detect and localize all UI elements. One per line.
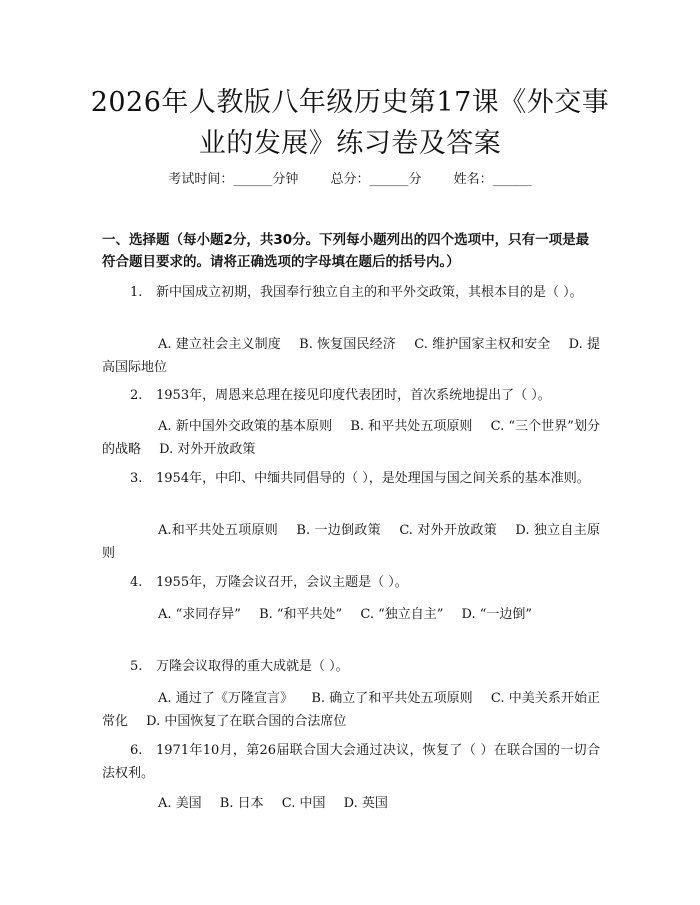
question-3-options	[102, 519, 600, 565]
option-c: C. “三个世界”划分的战略	[102, 419, 600, 457]
option-a: A. “求同存异”	[158, 607, 241, 622]
option-a: A.和平共处五项原则	[158, 523, 278, 538]
option-b: B. 恢复国民经济	[299, 337, 396, 352]
question-4-options	[102, 603, 600, 626]
question-stem: 1971年10月，第26届联合国大会通过决议，恢复了（ ）在联合国的一切合法权利。	[102, 743, 600, 781]
question-number: 3.	[130, 471, 143, 486]
question-2-options	[102, 415, 600, 461]
question-6-options	[102, 792, 600, 815]
question-number: 2.	[130, 388, 143, 403]
question-stem: 1953年，周恩来总理在接见印度代表团时，首次系统地提出了（ ）。	[156, 388, 551, 403]
question-3	[102, 467, 600, 490]
question-stem: 1955年，万隆会议召开，会议主题是（ ）。	[156, 575, 408, 590]
option-d: D. 独立自主原则	[102, 523, 601, 561]
option-b: B. 确立了和平共处五项原则	[311, 691, 473, 706]
question-number: 5.	[130, 659, 143, 674]
option-c: C. 中美关系开始正常化	[102, 691, 601, 729]
option-c: C. “独立自主”	[360, 607, 444, 622]
question-2	[102, 384, 600, 407]
option-d: D. 对外开放政策	[159, 442, 256, 457]
section-heading: 一、选择题（每小题2分，共30分。下列每小题列出的四个选项中，只有一项是最符合题目要求的。请将正确选项的字母填在题后的括号内。）	[102, 232, 590, 270]
option-b: B. 一边倒政策	[296, 523, 381, 538]
question-stem: 新中国成立初期，我国奉行独立自主的和平外交政策，其根本目的是（ ）。	[156, 285, 583, 300]
document-title: 2026年人教版八年级历史第17课《外交事业的发展》练习卷及答案	[90, 87, 610, 159]
question-6	[102, 739, 600, 785]
option-b: B. 和平共处五项原则	[350, 419, 473, 434]
question-number: 6.	[130, 743, 143, 758]
option-d: D. 提高国际地位	[102, 337, 601, 375]
question-5	[102, 655, 600, 678]
total-score: 总分：______分	[330, 172, 422, 187]
option-d: D. 中国恢复了在联合国的合法席位	[146, 714, 347, 729]
option-a: A. 建立社会主义制度	[158, 337, 281, 352]
option-c: C. 对外开放政策	[399, 523, 497, 538]
option-a: A. 通过了《万隆宣言》	[158, 691, 294, 706]
question-number: 4.	[130, 575, 143, 590]
option-d: D. 英国	[343, 796, 388, 811]
question-5-options	[102, 687, 600, 733]
option-c: C. 维护国家主权和安全	[414, 337, 551, 352]
option-d: D. “一边倒”	[461, 607, 533, 622]
student-name: 姓名：______	[453, 172, 532, 187]
exam-time: 考试时间：______分钟	[168, 172, 299, 187]
option-c: C. 中国	[281, 796, 326, 811]
question-1-options	[102, 333, 600, 379]
option-a: A. 新中国外交政策的基本原则	[158, 419, 333, 434]
question-stem: 万隆会议取得的重大成就是（ ）。	[156, 659, 349, 674]
option-a: A. 美国	[158, 796, 202, 811]
question-number: 1.	[130, 285, 143, 300]
option-b: B. “和平共处”	[259, 607, 343, 622]
option-b: B. 日本	[219, 796, 264, 811]
question-stem: 1954年，中印、中缅共同倡导的（ ），是处理国与国之间关系的基本准则。	[156, 471, 590, 486]
question-4	[102, 571, 600, 594]
question-1	[102, 281, 600, 304]
exam-meta	[0, 168, 700, 187]
